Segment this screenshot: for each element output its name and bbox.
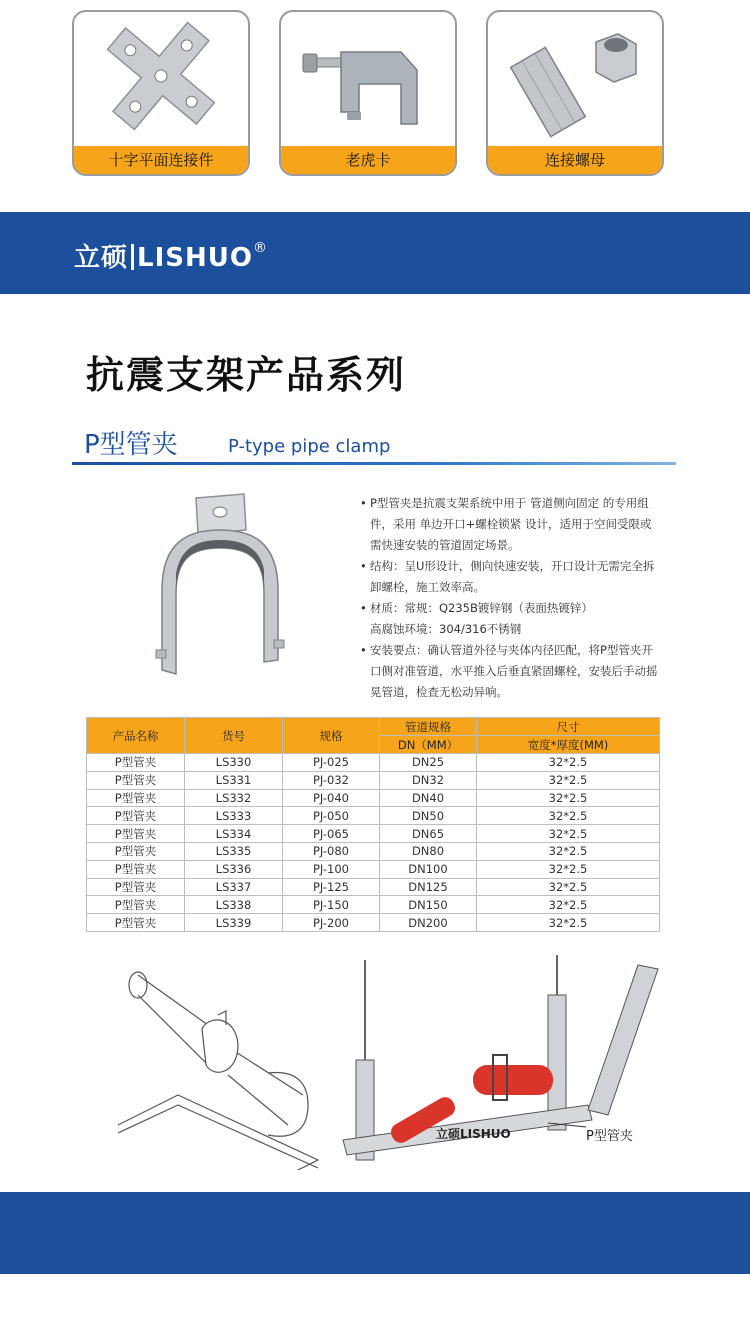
table-cell: DN100 (380, 860, 477, 878)
table-row (87, 807, 660, 825)
header-spec: 规格 (283, 718, 380, 754)
diagram-stamp: 立硕LISHUO (436, 1127, 511, 1141)
table-cell: DN200 (380, 914, 477, 932)
table-cell: PJ-025 (283, 754, 380, 772)
table-cell: DN50 (380, 807, 477, 825)
table-cell: P型管夹 (87, 842, 185, 860)
table-cell: PJ-040 (283, 789, 380, 807)
table-row (87, 754, 660, 772)
card-caption: 连接螺母 (488, 146, 662, 174)
desc-bullet-intro: • P型管夹是抗震支架系统中用于 管道侧向固定 的专用组件，采用 单边开口+螺栓锁紧 设计，适用于空间受限或需快速安装的管道固定场景。 (360, 493, 660, 556)
table-cell: 32*2.5 (477, 771, 660, 789)
table-cell: LS331 (185, 771, 283, 789)
desc-material-extra: 高腐蚀环境：304/316不锈钢 (370, 622, 522, 636)
table-cell: 32*2.5 (477, 896, 660, 914)
table-cell: P型管夹 (87, 896, 185, 914)
header-product-name: 产品名称 (87, 718, 185, 754)
table-cell: DN150 (380, 896, 477, 914)
table-cell: PJ-200 (283, 914, 380, 932)
table-row (87, 860, 660, 878)
brand-logo (74, 237, 268, 274)
brand-separator (131, 244, 134, 270)
product-card-cross-plate[interactable] (72, 10, 250, 176)
table-cell: DN25 (380, 754, 477, 772)
pipe-on-channel-sketch (118, 972, 318, 1170)
table-cell: 32*2.5 (477, 860, 660, 878)
beam-clamp-icon (281, 12, 455, 146)
table-cell: LS337 (185, 878, 283, 896)
product-description (360, 493, 660, 703)
header-item-code: 货号 (185, 718, 283, 754)
header-pipe-spec: 管道规格 (380, 718, 477, 736)
cross-plate-icon (74, 12, 248, 146)
header-pipe-dn: DN（MM） (380, 736, 477, 754)
table-row (87, 842, 660, 860)
table-cell: PJ-032 (283, 771, 380, 789)
section-divider (72, 462, 676, 465)
card-caption: 十字平面连接件 (74, 146, 248, 174)
table-cell: LS334 (185, 825, 283, 843)
table-cell: PJ-150 (283, 896, 380, 914)
coupling-nut-icon (488, 12, 662, 146)
card-caption: 老虎卡 (281, 146, 455, 174)
table-cell: DN65 (380, 825, 477, 843)
product-card-coupling-nut[interactable] (486, 10, 664, 176)
table-cell: 32*2.5 (477, 878, 660, 896)
table-cell: 32*2.5 (477, 754, 660, 772)
table-cell: PJ-050 (283, 807, 380, 825)
header-size-unit: 宽度*厚度(MM) (477, 736, 660, 754)
table-cell: DN40 (380, 789, 477, 807)
brand-en: LISHUO (137, 243, 253, 273)
registered-mark: ® (252, 240, 268, 256)
table-cell: LS339 (185, 914, 283, 932)
table-cell: LS335 (185, 842, 283, 860)
desc-bullet-material: • 材质：常规：Q235B镀锌钢（表面热镀锌） (360, 598, 660, 619)
table-cell: DN80 (380, 842, 477, 860)
brand-cn: 立硕 (74, 243, 129, 273)
table-cell: P型管夹 (87, 789, 185, 807)
product-cards (0, 0, 750, 200)
table-row (87, 771, 660, 789)
table-cell: 32*2.5 (477, 789, 660, 807)
table-cell: PJ-100 (283, 860, 380, 878)
table-row (87, 878, 660, 896)
table-row (87, 789, 660, 807)
product-card-beam-clamp[interactable] (279, 10, 457, 176)
spec-table (86, 717, 660, 932)
table-cell: LS332 (185, 789, 283, 807)
table-cell: PJ-080 (283, 842, 380, 860)
table-row (87, 914, 660, 932)
table-cell: P型管夹 (87, 771, 185, 789)
table-cell: P型管夹 (87, 914, 185, 932)
table-cell: P型管夹 (87, 860, 185, 878)
table-cell: LS338 (185, 896, 283, 914)
spec-table-body (87, 754, 660, 932)
table-row (87, 825, 660, 843)
page-title: 抗震支架产品系列 (86, 353, 407, 397)
desc-bullet-install: • 安装要点：确认管道外径与夹体内径匹配，将P型管夹开口侧对准管道，水平推入后垂直紧固螺栓，安装后手动摇晃管道，检查无松动异响。 (360, 640, 660, 703)
table-cell: 32*2.5 (477, 914, 660, 932)
section-title-cn: P型管夹 (84, 430, 178, 460)
footer-banner (0, 1192, 750, 1274)
table-cell: P型管夹 (87, 825, 185, 843)
table-cell: 32*2.5 (477, 825, 660, 843)
table-row (87, 896, 660, 914)
table-cell: LS333 (185, 807, 283, 825)
table-cell: P型管夹 (87, 807, 185, 825)
p-clamp-icon (150, 490, 290, 690)
table-cell: 32*2.5 (477, 807, 660, 825)
p-clamp-callout: P型管夹 (586, 1129, 633, 1144)
section-title-en: P-type pipe clamp (228, 436, 391, 457)
desc-bullet-structure: • 结构：呈U形设计，侧向快速安装，开口设计无需完全拆卸螺栓，施工效率高。 (360, 556, 660, 598)
table-cell: P型管夹 (87, 754, 185, 772)
table-cell: LS330 (185, 754, 283, 772)
table-cell: DN125 (380, 878, 477, 896)
table-cell: P型管夹 (87, 878, 185, 896)
table-cell: 32*2.5 (477, 842, 660, 860)
table-cell: DN32 (380, 771, 477, 789)
table-cell: LS336 (185, 860, 283, 878)
header-size: 尺寸 (477, 718, 660, 736)
table-cell: PJ-065 (283, 825, 380, 843)
table-cell: PJ-125 (283, 878, 380, 896)
